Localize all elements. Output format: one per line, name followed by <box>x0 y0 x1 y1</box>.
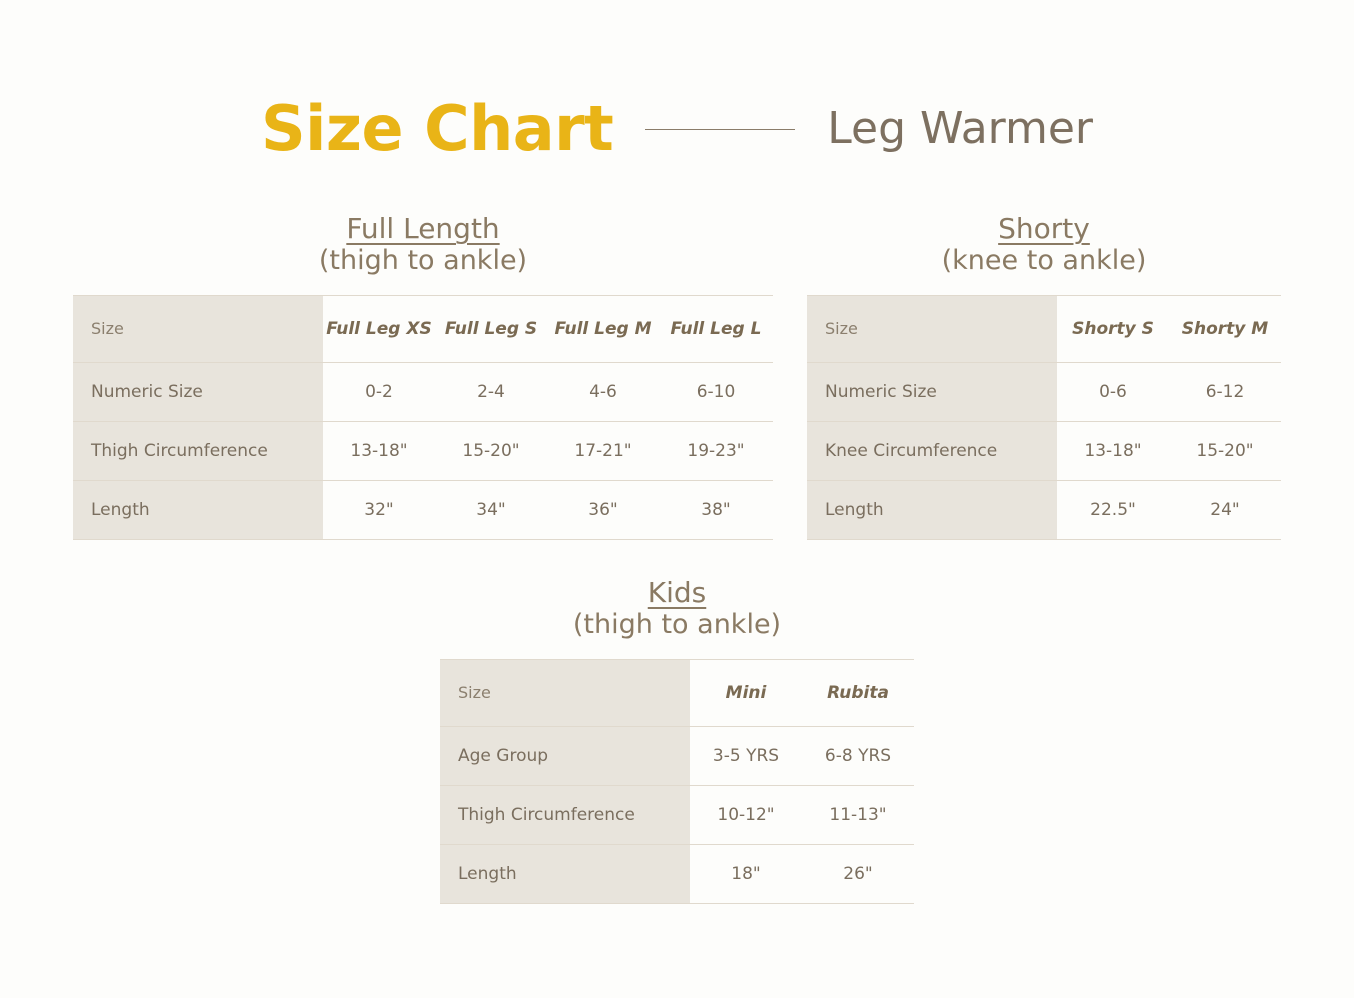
column-header-size: Size <box>73 295 323 362</box>
cell-value: 22.5" <box>1057 480 1169 539</box>
title-divider <box>645 129 795 130</box>
column-header: Full Leg XS <box>323 295 435 362</box>
row-label: Numeric Size <box>807 362 1057 421</box>
section-name: Full Length <box>346 212 500 245</box>
table-row <box>807 421 1281 480</box>
cell-value: 6-8 YRS <box>802 726 914 785</box>
row-label: Length <box>440 844 690 903</box>
table-row <box>73 480 773 539</box>
section-full-length <box>73 212 773 540</box>
cell-value: 4-6 <box>547 362 659 421</box>
table-header-row <box>73 295 773 362</box>
page-title: Size Chart <box>260 92 614 165</box>
cell-value: 24" <box>1169 480 1281 539</box>
row-label: Age Group <box>440 726 690 785</box>
section-description: (knee to ankle) <box>941 245 1147 277</box>
table-header-row <box>440 659 914 726</box>
table-shorty <box>807 295 1281 540</box>
table-wrap-full-length <box>73 295 773 540</box>
table-row <box>440 844 914 903</box>
table-kids <box>440 659 914 904</box>
page-subtitle: Leg Warmer <box>827 103 1094 154</box>
row-label: Length <box>73 480 323 539</box>
cell-value: 15-20" <box>1169 421 1281 480</box>
row-label: Length <box>807 480 1057 539</box>
section-name: Kids <box>647 575 707 609</box>
section-kids <box>440 576 914 904</box>
cell-value: 6-12 <box>1169 362 1281 421</box>
column-header: Full Leg L <box>659 295 773 362</box>
cell-value: 11-13" <box>802 785 914 844</box>
table-row <box>807 480 1281 539</box>
column-header-size: Size <box>440 659 690 726</box>
table-row <box>73 362 773 421</box>
row-label: Numeric Size <box>73 362 323 421</box>
table-row <box>73 421 773 480</box>
page-header <box>0 0 1354 165</box>
cell-value: 36" <box>547 480 659 539</box>
section-heading-shorty <box>807 212 1281 277</box>
row-label: Knee Circumference <box>807 421 1057 480</box>
cell-value: 6-10 <box>659 362 773 421</box>
cell-value: 15-20" <box>435 421 547 480</box>
column-header: Full Leg M <box>547 295 659 362</box>
column-header: Shorty S <box>1057 295 1169 362</box>
row-label: Thigh Circumference <box>440 785 690 844</box>
column-header-size: Size <box>807 295 1057 362</box>
table-header-row <box>807 295 1281 362</box>
column-header: Shorty M <box>1169 295 1281 362</box>
cell-value: 19-23" <box>659 421 773 480</box>
cell-value: 18" <box>690 844 802 903</box>
cell-value: 0-2 <box>323 362 435 421</box>
cell-value: 17-21" <box>547 421 659 480</box>
cell-value: 3-5 YRS <box>690 726 802 785</box>
cell-value: 26" <box>802 844 914 903</box>
cell-value: 13-18" <box>1057 421 1169 480</box>
table-row <box>440 785 914 844</box>
section-description: (thigh to ankle) <box>572 608 782 640</box>
column-header: Rubita <box>802 659 914 726</box>
section-heading-full-length <box>73 212 773 277</box>
cell-value: 34" <box>435 480 547 539</box>
cell-value: 10-12" <box>690 785 802 844</box>
cell-value: 38" <box>659 480 773 539</box>
table-wrap-shorty <box>807 295 1281 540</box>
section-heading-kids <box>440 576 914 641</box>
column-header: Mini <box>690 659 802 726</box>
section-description: (thigh to ankle) <box>318 245 528 277</box>
table-row <box>807 362 1281 421</box>
table-wrap-kids <box>440 659 914 904</box>
column-header: Full Leg S <box>435 295 547 362</box>
section-shorty <box>807 212 1281 540</box>
cell-value: 13-18" <box>323 421 435 480</box>
cell-value: 0-6 <box>1057 362 1169 421</box>
cell-value: 2-4 <box>435 362 547 421</box>
section-name: Shorty <box>998 212 1090 245</box>
top-tables-row <box>0 212 1354 540</box>
table-full-length <box>73 295 773 540</box>
row-label: Thigh Circumference <box>73 421 323 480</box>
cell-value: 32" <box>323 480 435 539</box>
table-row <box>440 726 914 785</box>
